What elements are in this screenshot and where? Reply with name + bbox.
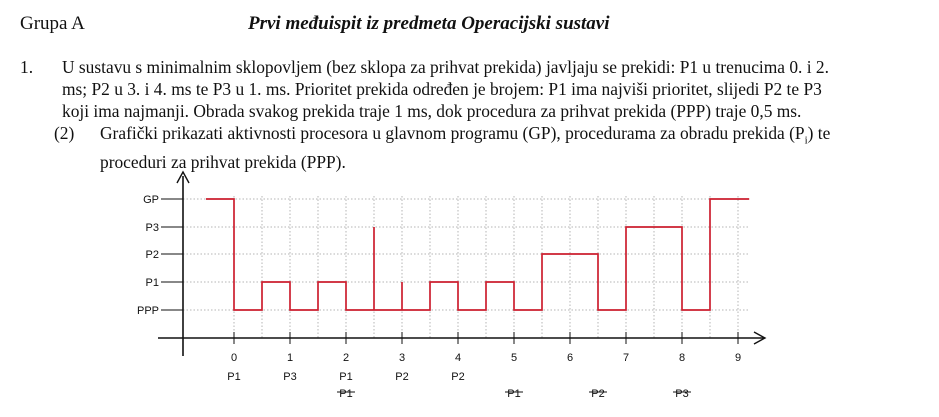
y-tick-label-ppp: PPP (136, 305, 159, 317)
x-tick-label: 0 (230, 352, 238, 364)
interrupt-label: P3 (283, 371, 297, 383)
x-tick-label: 2 (342, 352, 350, 364)
finished-interrupt-label: P3 (675, 388, 689, 400)
y-tick-label-gp: GP (143, 194, 159, 206)
x-tick-label: 9 (734, 352, 742, 364)
interrupt-label: P2 (395, 371, 409, 383)
finished-interrupt-label: P1 (339, 388, 353, 400)
x-tick-label: 6 (566, 352, 574, 364)
subtask-points: (2) (54, 123, 75, 143)
task-line-1: U sustavu s minimalnim sklopovljem (bez sklopa za prihvat prekida) javljaju se prekidi: P1 u trenucima 0. i 2. (62, 57, 829, 77)
finished-interrupt-label: P2 (591, 388, 605, 400)
interrupt-label: P1 (339, 371, 353, 383)
task-line-3: koji ima najmanji. Obrada svakog prekida traje 1 ms, dok procedura za prihvat prekida (PPP) traje 0,5 ms. (62, 101, 802, 121)
group-label: Grupa A (20, 13, 85, 34)
interrupt-label: P1 (227, 371, 241, 383)
x-tick-label: 4 (454, 352, 462, 364)
exam-title: Prvi međuispit iz predmeta Operacijski sustavi (248, 13, 610, 34)
x-tick-label: 7 (622, 352, 630, 364)
x-tick-label: 1 (286, 352, 294, 364)
x-tick-label: 8 (678, 352, 686, 364)
y-tick-label-p2: P2 (145, 249, 159, 261)
subtask-text-before: Grafički prikazati aktivnosti procesora u glavnom programu (GP), procedurama za obradu prekida (P (100, 123, 805, 143)
subtask-text-after: ) te (807, 123, 831, 143)
x-tick-label: 3 (398, 352, 406, 364)
interrupt-label: P2 (451, 371, 465, 383)
finished-interrupt-label: P1 (507, 388, 521, 400)
y-tick-label-p3: P3 (145, 222, 159, 234)
task-line-2: ms; P2 u 3. i 4. ms te P3 u 1. ms. Prioritet prekida određen je brojem: P1 ima najviši prioritet, slijedi P2 te P3 (62, 79, 822, 99)
y-tick-label-p1: P1 (145, 277, 159, 289)
x-tick-label: 5 (510, 352, 518, 364)
task-number: 1. (20, 57, 34, 77)
subtask-line-2: proceduri za prihvat prekida (PPP). (100, 152, 346, 173)
subtask-subscript: i (804, 134, 808, 147)
